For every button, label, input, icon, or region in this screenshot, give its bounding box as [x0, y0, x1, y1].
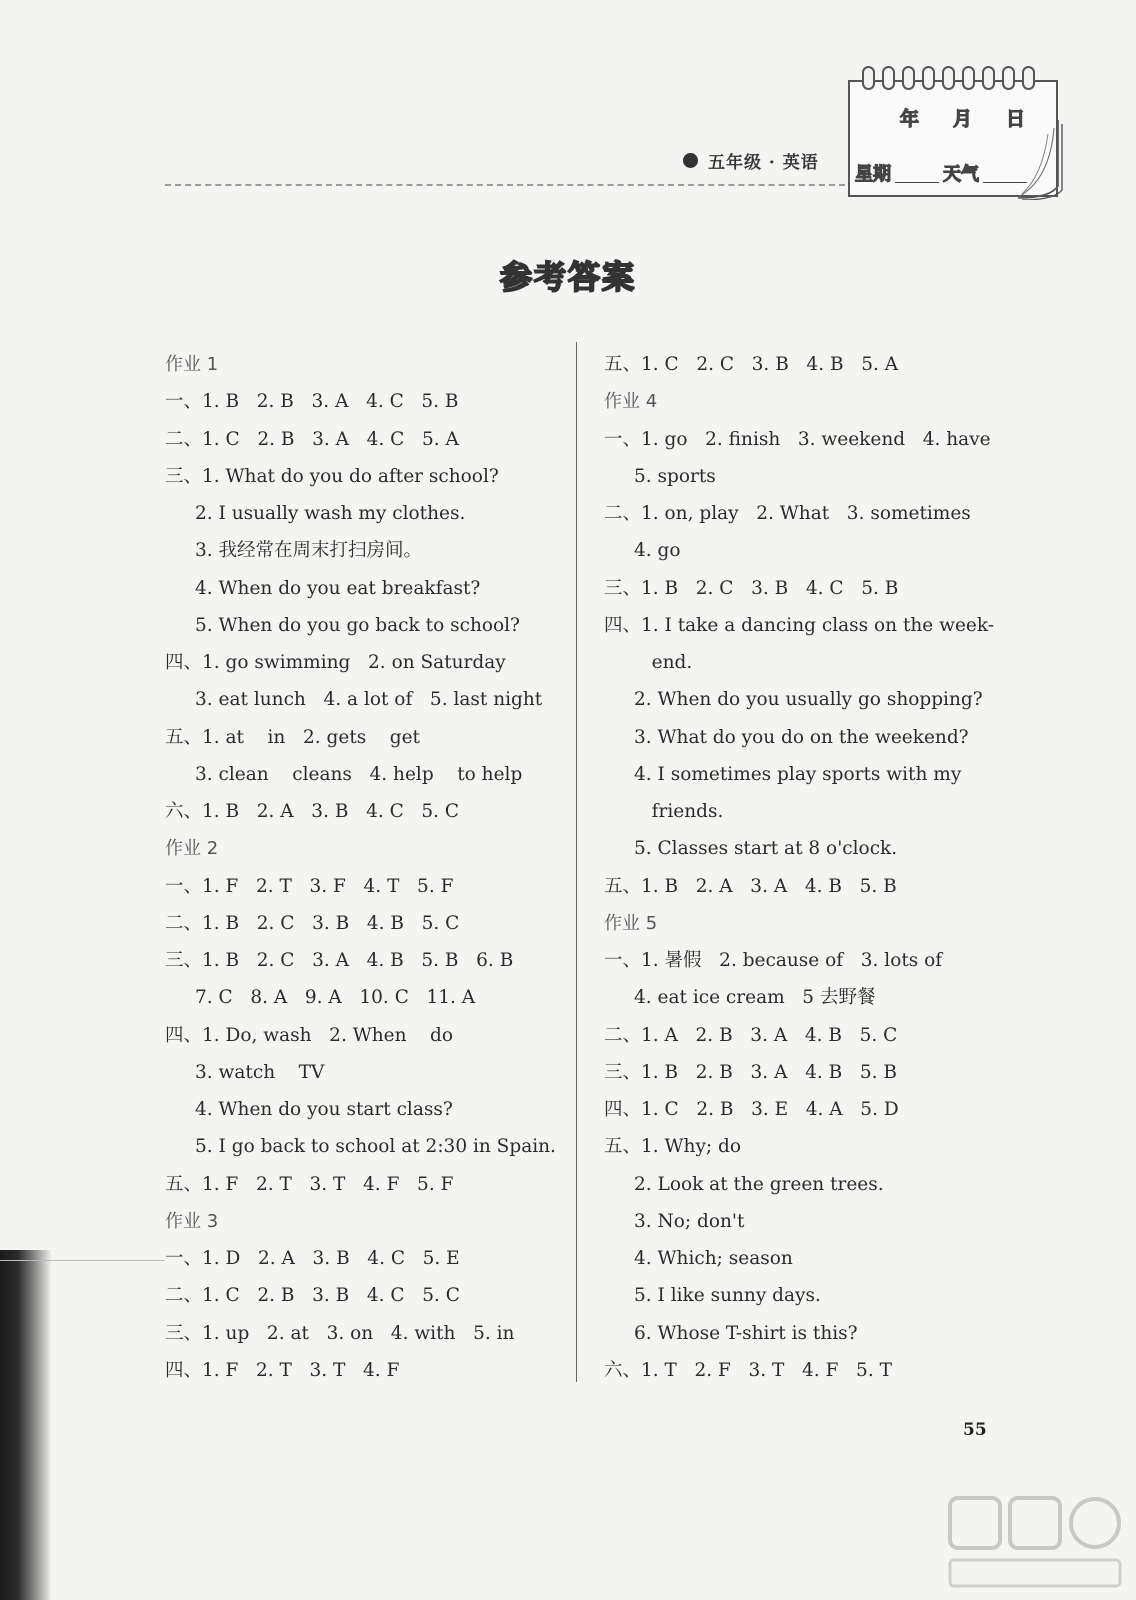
- answer-line: 4. Which; season: [634, 1248, 793, 1269]
- ring-icon: [902, 66, 915, 90]
- answer-line: 5. Classes start at 8 o'clock.: [634, 838, 898, 860]
- answer-line: 4. eat ice cream 5 去野餐: [634, 987, 876, 1009]
- section-heading: 作业 5: [604, 912, 658, 934]
- answer-line: 3. clean cleans 4. help to help: [195, 763, 523, 785]
- watermark-logo-icon: [940, 1488, 1130, 1598]
- ring-icon: [922, 66, 935, 90]
- answer-line: 4. When do you start class?: [195, 1099, 453, 1120]
- ring-icon: [962, 66, 975, 90]
- page-number: 55: [963, 1420, 987, 1440]
- answer-line: 二、1. A 2. B 3. A 4. B 5. C: [604, 1024, 898, 1046]
- answer-line: 5. I go back to school at 2:30 in Spain.: [195, 1136, 556, 1158]
- answer-line: 4. When do you eat breakfast?: [195, 577, 481, 599]
- answer-line: 三、1. B 2. B 3. A 4. B 5. B: [604, 1061, 897, 1083]
- answer-line: 五、1. Why; do: [604, 1136, 742, 1158]
- answer-line: 二、1. C 2. B 3. B 4. C 5. C: [165, 1285, 460, 1307]
- answers-right-column: [604, 346, 1004, 1389]
- answer-line: 5. sports: [634, 465, 716, 487]
- answer-line: 三、1. B 2. C 3. B 4. C 5. B: [604, 577, 899, 599]
- ring-icon: [862, 66, 875, 90]
- column-divider: [576, 342, 577, 1382]
- answer-line: 2. Look at the green trees.: [634, 1173, 884, 1195]
- calendar-date-fields: [900, 104, 1025, 131]
- calendar-rings: [862, 66, 1035, 90]
- calendar-week-label: 星期: [855, 164, 891, 185]
- scanned-page-edge: [0, 1250, 52, 1600]
- answer-line: 四、1. F 2. T 3. T 4. F: [165, 1359, 400, 1381]
- answer-line: 一、1. B 2. B 3. A 4. C 5. B: [165, 391, 459, 413]
- answer-line: 3. 我经常在周末打扫房间。: [195, 540, 423, 562]
- answer-line: 五、1. at in 2. gets get: [165, 726, 420, 748]
- section-heading: 作业 2: [165, 838, 219, 860]
- answer-line: 四、1. go swimming 2. on Saturday: [165, 652, 506, 673]
- section-heading: 作业 4: [604, 391, 658, 413]
- answer-line: 4. I sometimes play sports with my: [634, 763, 962, 785]
- ring-icon: [942, 66, 955, 90]
- answer-line: 4. go: [634, 540, 681, 562]
- answer-line: 3. watch TV: [195, 1061, 325, 1083]
- ring-icon: [1022, 66, 1035, 90]
- answer-line: 六、1. T 2. F 3. T 4. F 5. T: [604, 1359, 892, 1381]
- answer-line: 6. Whose T-shirt is this?: [634, 1322, 858, 1344]
- answer-line: 一、1. F 2. T 3. F 4. T 5. F: [165, 875, 454, 897]
- answer-line: friends.: [634, 801, 724, 822]
- page-title: 参考答案: [499, 258, 636, 296]
- answer-line: 二、1. on, play 2. What 3. sometimes: [604, 503, 971, 524]
- answer-line: 五、1. F 2. T 3. T 4. F 5. F: [165, 1173, 454, 1195]
- answer-line: 3. What do you do on the weekend?: [634, 726, 969, 748]
- answer-line: 7. C 8. A 9. A 10. C 11. A: [195, 987, 476, 1009]
- page-curl-icon: [1010, 118, 1070, 200]
- answer-line: end.: [634, 652, 693, 673]
- answer-line: 2. I usually wash my clothes.: [195, 503, 466, 524]
- answer-line: 2. When do you usually go shopping?: [634, 689, 983, 711]
- answer-line: 三、1. What do you do after school?: [165, 465, 499, 487]
- header-dashed-line: [165, 184, 845, 186]
- answer-line: 一、1. D 2. A 3. B 4. C 5. E: [165, 1248, 460, 1269]
- answer-line: 一、1. go 2. finish 3. weekend 4. have: [604, 428, 991, 450]
- answer-line: 一、1. 暑假 2. because of 3. lots of: [604, 950, 943, 971]
- answer-line: 三、1. B 2. C 3. A 4. B 5. B 6. B: [165, 950, 514, 971]
- answer-line: 5. I like sunny days.: [634, 1285, 821, 1307]
- answer-line: 四、1. I take a dancing class on the week-: [604, 614, 994, 636]
- answer-line: 四、1. Do, wash 2. When do: [165, 1024, 454, 1046]
- grade-subject-label: [683, 148, 819, 173]
- answer-line: 四、1. C 2. B 3. E 4. A 5. D: [604, 1099, 899, 1120]
- ring-icon: [982, 66, 995, 90]
- answer-line: 六、1. B 2. A 3. B 4. C 5. C: [165, 801, 460, 822]
- answer-line: 三、1. up 2. at 3. on 4. with 5. in: [165, 1322, 515, 1344]
- section-heading: 作业 1: [165, 354, 219, 375]
- ring-icon: [882, 66, 895, 90]
- ring-icon: [1002, 66, 1015, 90]
- answer-line: 二、1. B 2. C 3. B 4. B 5. C: [165, 912, 460, 934]
- bullet-dot-icon: [683, 153, 698, 168]
- answer-line: 5. When do you go back to school?: [195, 614, 520, 636]
- answer-line: 二、1. C 2. B 3. A 4. C 5. A: [165, 428, 459, 450]
- answer-line: 3. No; don't: [634, 1210, 745, 1232]
- answers-left-column: [165, 346, 565, 1389]
- calendar-week-weather: [855, 160, 1031, 186]
- week-blank: [895, 182, 939, 183]
- section-heading: 作业 3: [165, 1210, 219, 1232]
- calendar-year-label: 年: [900, 108, 920, 130]
- calendar-weather-label: 天气: [943, 164, 979, 185]
- calendar-month-label: 月: [953, 108, 973, 130]
- answer-line: 五、1. B 2. A 3. A 4. B 5. B: [604, 875, 897, 897]
- answer-line: 五、1. C 2. C 3. B 4. B 5. A: [604, 354, 899, 375]
- scan-fold-line: [0, 1260, 165, 1261]
- grade-subject-text: 五年级 · 英语: [708, 153, 819, 173]
- calendar-day-label: 日: [1006, 108, 1026, 130]
- answer-line: 3. eat lunch 4. a lot of 5. last night: [195, 689, 543, 711]
